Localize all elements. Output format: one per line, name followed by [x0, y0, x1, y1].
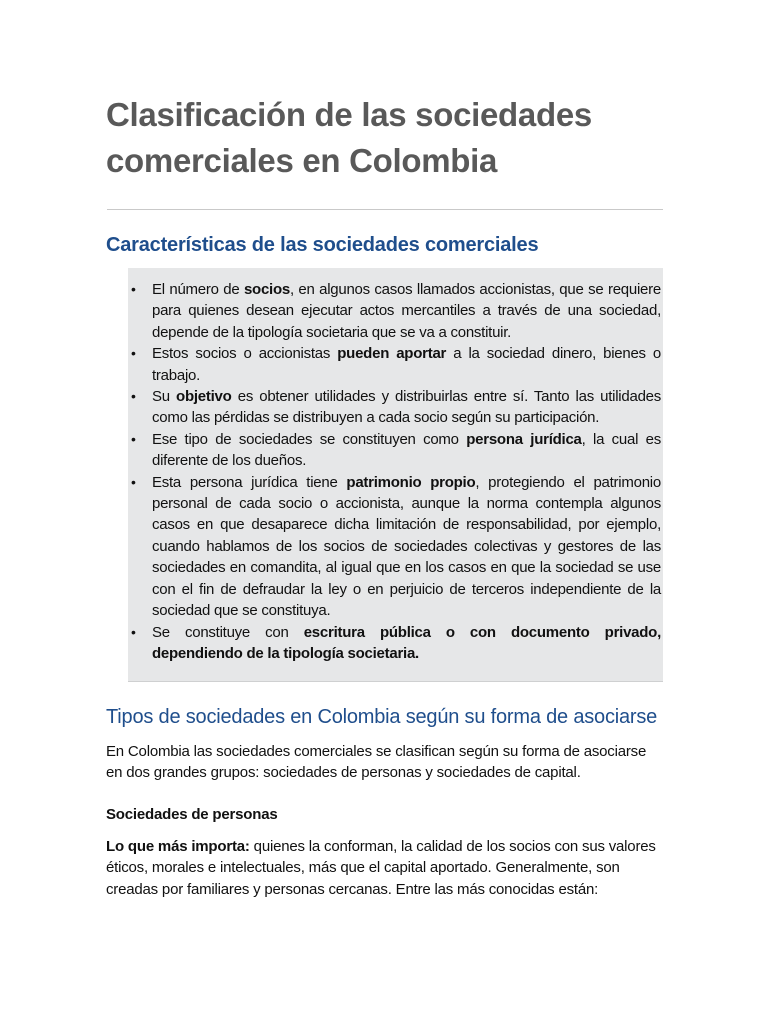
- list-item-text: Se constituye con: [152, 623, 304, 641]
- list-item-bold-text: objetivo: [176, 388, 232, 406]
- list-item-text: , la cual es diferente de los dueños.: [152, 430, 661, 470]
- bullet-icon: •: [131, 623, 136, 640]
- list-item-text: El número de: [152, 281, 244, 298]
- list-item-text: a la sociedad dinero, bienes o trabajo.: [152, 345, 661, 384]
- list-item-bold-text: socios: [243, 281, 290, 298]
- list-item-text: es obtener utilidades y distribuirlas entre sí. Tanto las utilidades como las pérdidas se distribuyen a cada socio según su participación.: [152, 388, 662, 427]
- list-item: [131, 472, 661, 622]
- bullet-icon: •: [131, 430, 136, 447]
- page-title: Clasificación de las sociedades comerciales en Colombia: [106, 96, 592, 179]
- list-item-text: Ese tipo de sociedades se constituyen como: [152, 430, 467, 448]
- title-divider: [107, 209, 663, 210]
- list-item-text: Estos socios o accionistas: [152, 345, 338, 363]
- bullet-icon: •: [131, 473, 136, 490]
- bullet-icon: •: [131, 281, 136, 297]
- bullet-icon: •: [131, 388, 136, 405]
- list-item-text: , protegiendo el patrimonio personal de cada socio o accionista, aunque la norma contempla algunos casos en que desaparece dicha limitación de responsabilidad, por ejemplo, cuando hablamos de los socios de sociedades colectivas y gestores de las sociedades en comandita, al igual que en los casos en que la sociedad se use con el fin de defraudar la ley o en perjuicio de terceros independiente de la sociedad que se constituya.: [152, 473, 661, 620]
- subheading-sociedades-de-personas: Sociedades de personas: [106, 806, 278, 823]
- characteristics-list: [131, 279, 662, 664]
- intro-paragraph: En Colombia las sociedades comerciales se clasifican según su forma de asociarse en dos grandes grupos: sociedades de personas y sociedades de capital.: [106, 743, 647, 782]
- list-item-bold-text: escritura pública o con documento privado, dependiendo de la tipología societaria.: [152, 623, 662, 662]
- section-heading-caracteristicas: Características de las sociedades comerciales: [106, 234, 539, 256]
- list-item-text: Esta persona jurídica tiene: [152, 473, 347, 491]
- list-item: [131, 343, 661, 386]
- section-heading-tipos: Tipos de sociedades en Colombia según su forma de asociarse: [106, 706, 658, 728]
- list-item: [131, 622, 662, 665]
- body-paragraph: [106, 836, 662, 900]
- list-item-text: Su: [152, 388, 177, 406]
- paragraph-text: quienes la conforman, la calidad de los socios con sus valores éticos, morales e intelectuales, más que el capital aportado. Generalmente, son creadas por familiares y personas cercanas. Entre las más conocidas están:: [106, 838, 656, 898]
- list-item-bold-text: pueden aportar: [337, 345, 447, 363]
- list-item-bold-text: persona jurídica: [466, 430, 582, 448]
- bullet-icon: •: [131, 345, 136, 362]
- paragraph-lead-bold: Lo que más importa:: [106, 838, 250, 855]
- list-item: [131, 279, 661, 343]
- list-item-bold-text: patrimonio propio: [346, 473, 476, 491]
- list-item-text: , en algunos casos llamados accionistas, que se requiere para quienes desean ejecutar actos mercantiles a través de una sociedad, depende de la tipología societaria que se va a constituir.: [152, 281, 661, 341]
- list-item: [131, 386, 662, 429]
- list-item: [131, 429, 661, 472]
